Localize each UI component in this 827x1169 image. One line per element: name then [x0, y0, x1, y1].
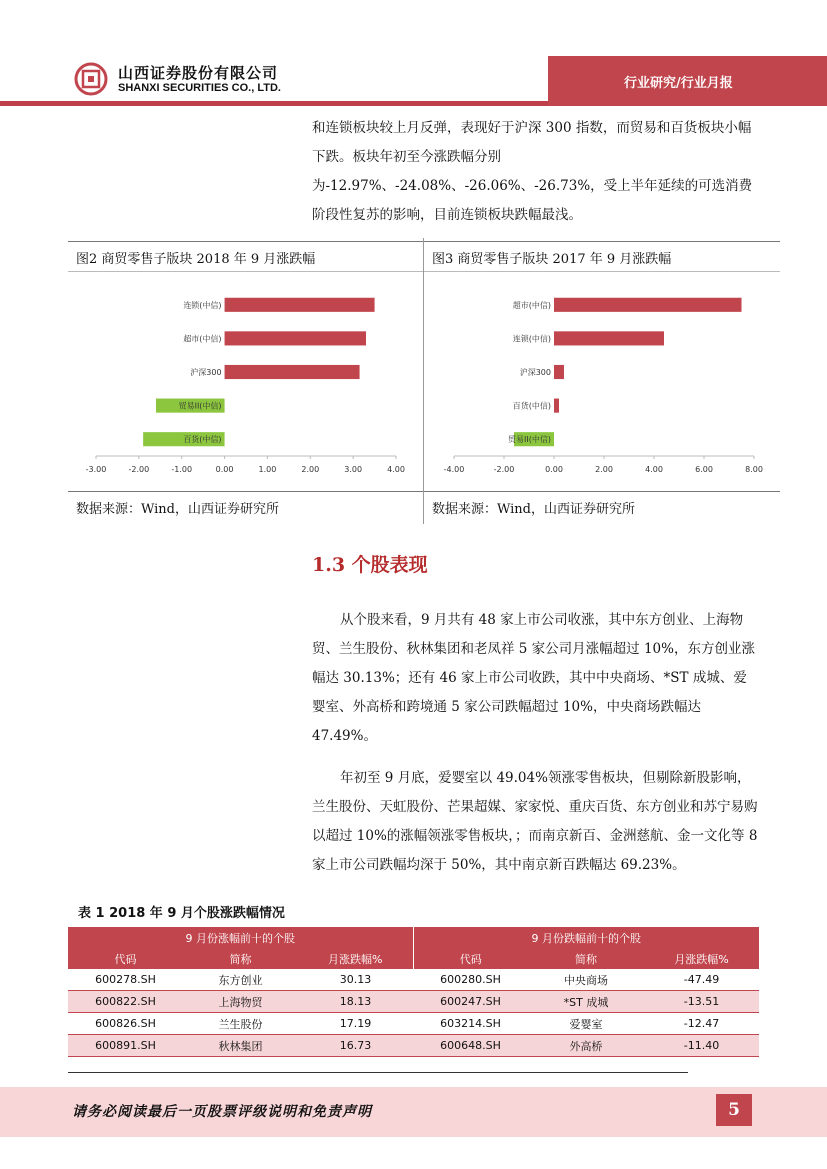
table-cell: 东方创业 [183, 969, 298, 991]
bar [225, 365, 360, 379]
table-cell: 中央商场 [528, 969, 644, 991]
x-tick-label: 6.00 [695, 465, 713, 474]
table-cell: 600278.SH [68, 969, 183, 991]
table-cell: 16.73 [298, 1035, 413, 1057]
category-label: 超市(中信) [183, 334, 222, 344]
section-title: 1.3 个股表现 [312, 554, 428, 576]
table-cell: 600280.SH [413, 969, 528, 991]
category-label: 超市(中信) [512, 300, 551, 310]
table-row [68, 969, 759, 991]
table-cell: 17.19 [298, 1013, 413, 1035]
table-cell: 600648.SH [413, 1035, 528, 1057]
x-tick-label: -2.00 [493, 465, 515, 474]
x-tick-label: 2.00 [301, 465, 320, 474]
bar [225, 331, 366, 345]
x-tick-label: 1.00 [258, 465, 277, 474]
footer-disclaimer: 请务必阅读最后一页股票评级说明和免责声明 [72, 1104, 372, 1120]
x-tick-label: 0.00 [215, 465, 234, 474]
company-logo [74, 62, 108, 96]
category-label: 百货(中信) [512, 401, 551, 411]
table-cell: 600822.SH [68, 991, 183, 1013]
x-tick-label: 2.00 [595, 465, 613, 474]
table-cell: 600891.SH [68, 1035, 183, 1057]
figure-divider [423, 238, 424, 524]
figure2-chart [70, 276, 420, 488]
bar [225, 298, 375, 312]
page-number: 5 [716, 1094, 752, 1126]
table-group-down: 9 月份跌幅前十的个股 [413, 927, 759, 948]
bar [554, 331, 664, 345]
table-cell: 爱婴室 [528, 1013, 644, 1035]
table-cell: -12.47 [644, 1013, 759, 1035]
table-group-header-row [68, 927, 759, 948]
table-group-up: 9 月份涨幅前十的个股 [68, 927, 413, 948]
stock-table [68, 927, 759, 1057]
company-name-en: SHANXI SECURITIES CO., LTD. [118, 82, 281, 94]
figure-top-rule [68, 241, 780, 242]
category-label: 连锁(中信) [512, 334, 551, 344]
x-tick-label: 8.00 [745, 465, 763, 474]
column-header: 简称 [183, 948, 298, 969]
intro-paragraph: 和连锁板块较上月反弹，表现好于沪深 300 指数，而贸易和百货板块小幅下跌。板块年初至今涨跌幅分别为-12.97%、-24.08%、-26.06%、-26.73%，受上半年延续的可选消费阶段性复苏的影响，目前连锁板块跌幅最浅。 [312, 120, 753, 223]
company-name-cn: 山西证券股份有限公司 [118, 64, 279, 82]
table-row [68, 991, 759, 1013]
column-header: 月涨跌幅% [644, 948, 759, 969]
figure2-title: 图2 商贸零售子版块 2018 年 9 月涨跌幅 [76, 252, 316, 267]
category-label: 沪深300 [190, 368, 222, 377]
column-header: 代码 [413, 948, 528, 969]
figure2-source: 数据来源：Wind，山西证券研究所 [76, 502, 279, 517]
table-row [68, 1013, 759, 1035]
figure-title-rule [68, 271, 780, 272]
bar [554, 365, 564, 379]
x-tick-label: 0.00 [545, 465, 563, 474]
x-tick-label: -3.00 [85, 465, 107, 474]
category-label: 百货(中信) [183, 435, 222, 445]
table-cell: -11.40 [644, 1035, 759, 1057]
column-header: 月涨跌幅% [298, 948, 413, 969]
table-cell: 603214.SH [413, 1013, 528, 1035]
x-tick-label: 4.00 [387, 465, 405, 474]
figure3-title: 图3 商贸零售子版块 2017 年 9 月涨跌幅 [432, 252, 672, 267]
table-cell: 秋林集团 [183, 1035, 298, 1057]
table-cell: 600826.SH [68, 1013, 183, 1035]
table-cell: 30.13 [298, 969, 413, 991]
figure-source-rule [68, 491, 780, 492]
table-cell: -47.49 [644, 969, 759, 991]
category-label: 沪深300 [519, 368, 551, 377]
section-paragraph-2: 年初至 9 月底，爱婴室以 49.04%领涨零售板块，但剔除新股影响，兰生股份、天虹股份、芒果超媒、家家悦、重庆百货、东方创业和苏宁易购以超过 10%的涨幅领涨零售板块，；而南京新百、金洲慈航、金一文化等 8 家上市公司跌幅均深于 50%，其中南京新百跌幅达 69.23%。 [312, 770, 758, 873]
table-cell: 上海物贸 [183, 991, 298, 1013]
table-row [68, 1035, 759, 1057]
bar [554, 298, 742, 312]
x-tick-label: -1.00 [171, 465, 193, 474]
table-cell: 兰生股份 [183, 1013, 298, 1035]
column-header: 简称 [528, 948, 644, 969]
category-label: 连锁(中信) [183, 300, 222, 310]
table-title: 表 1 2018 年 9 月个股涨跌幅情况 [78, 906, 285, 921]
section-paragraph-1: 从个股来看，9 月共有 48 家上市公司收涨，其中东方创业、上海物贸、兰生股份、秋林集团和老凤祥 5 家公司月涨幅超过 10%，东方创业涨幅达 30.13%；还有 46 家上市公司收跌，其中中央商场、*ST 成城、爱婴室、外高桥和跨境通 5 家公司跌幅超过 10%，中央商场跌幅达 47.49%。 [312, 612, 755, 744]
category-label: 贸易II(中信) [508, 435, 551, 445]
table-bottom-rule [68, 1072, 688, 1073]
table-cell: 600247.SH [413, 991, 528, 1013]
figure3-chart [428, 276, 778, 488]
bar [554, 399, 559, 413]
table-cell: *ST 成城 [528, 991, 644, 1013]
header-section-label: 行业研究/行业月报 [624, 76, 733, 91]
column-header: 代码 [68, 948, 183, 969]
table-header-row [68, 948, 759, 969]
table-cell: -13.51 [644, 991, 759, 1013]
x-tick-label: 3.00 [344, 465, 363, 474]
category-label: 贸易II(中信) [178, 401, 222, 411]
table-cell: 18.13 [298, 991, 413, 1013]
x-tick-label: -2.00 [128, 465, 150, 474]
figure3-source: 数据来源：Wind，山西证券研究所 [432, 502, 635, 517]
x-tick-label: -4.00 [443, 465, 465, 474]
x-tick-label: 4.00 [645, 465, 663, 474]
table-cell: 外高桥 [528, 1035, 644, 1057]
